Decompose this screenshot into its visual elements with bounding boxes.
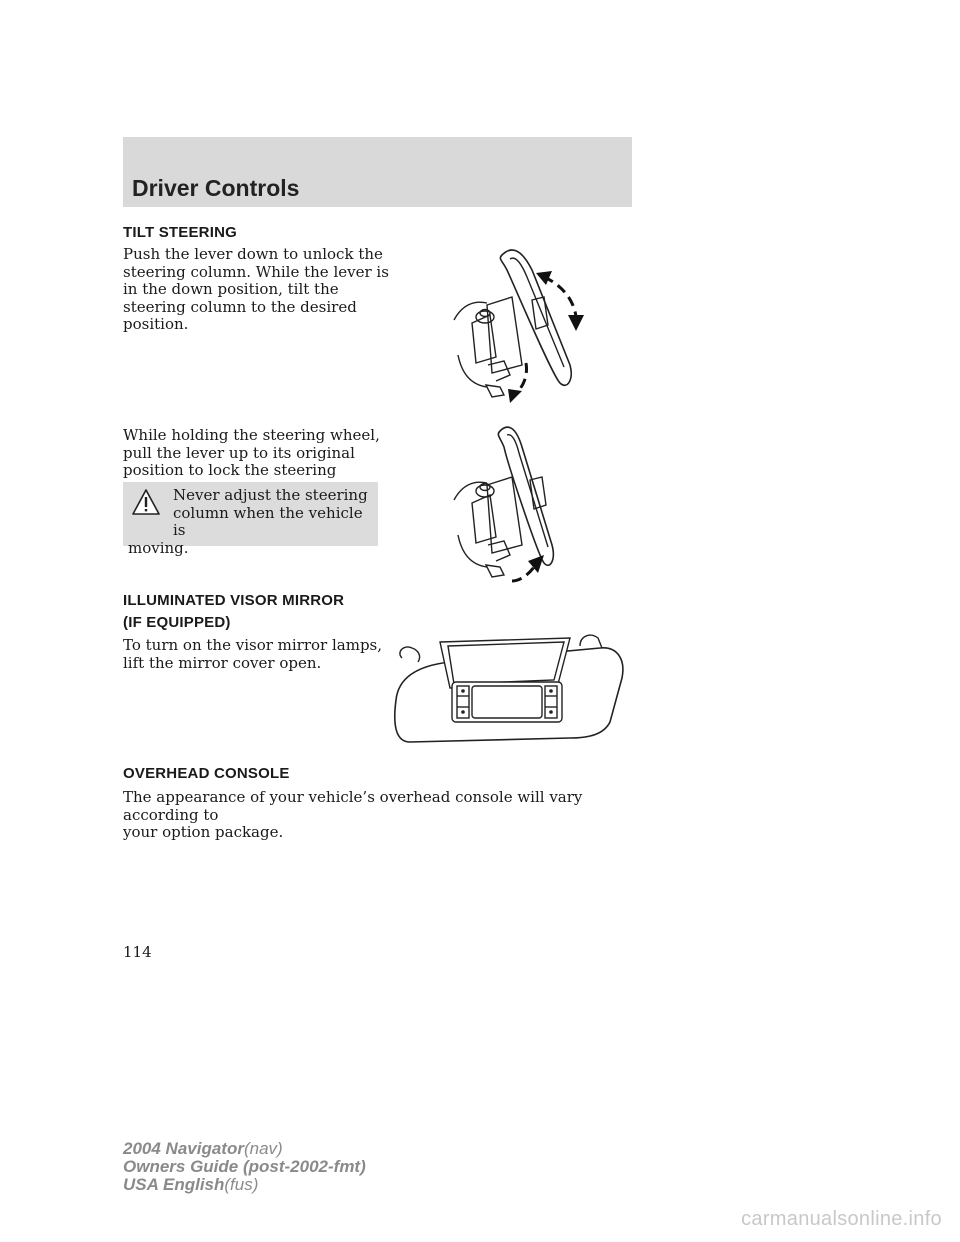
footer-model: 2004 Navigator — [123, 1139, 244, 1158]
visor-mirror-illustration — [390, 630, 630, 748]
visor-mirror-subheading: (IF EQUIPPED) — [123, 614, 231, 631]
visor-mirror-paragraph: To turn on the visor mirror lamps, lift the mirror cover open. — [123, 636, 383, 672]
tilt-steering-paragraph-unlock: Push the lever down to unlock the steering column. While the lever is in the down position, tilt the steering column to the desired position. — [123, 245, 389, 333]
section-title: Driver Controls — [132, 175, 300, 201]
steering-wheel-lock-illustration — [452, 425, 592, 585]
warning-line-3: moving. — [128, 538, 189, 557]
steering-wheel-tilt-down-illustration — [452, 245, 592, 405]
footer-language: USA English — [123, 1175, 225, 1194]
overhead-console-paragraph: The appearance of your vehicle’s overhead console will vary according to your option package. — [123, 788, 583, 841]
overhead-console-heading: OVERHEAD CONSOLE — [123, 765, 290, 782]
watermark: carmanualsonline.info — [741, 1208, 942, 1230]
footer-guide: Owners Guide (post-2002-fmt) — [123, 1157, 366, 1176]
footer-model-code: (nav) — [243, 1139, 283, 1158]
tilt-steering-heading: TILT STEERING — [123, 224, 237, 241]
tilt-steering-paragraph-lock: While holding the steering wheel, pull the lever up to its original position to lock the steering — [123, 426, 380, 479]
footer-language-code: (fus) — [224, 1175, 259, 1194]
warning-line-2: column when the vehicle is — [173, 503, 363, 539]
page-number: 114 — [123, 943, 152, 961]
document-footer — [123, 1140, 366, 1194]
warning-text — [128, 487, 368, 557]
warning-line-1: Never adjust the steering — [173, 486, 368, 504]
visor-mirror-heading: ILLUMINATED VISOR MIRROR — [123, 592, 345, 609]
